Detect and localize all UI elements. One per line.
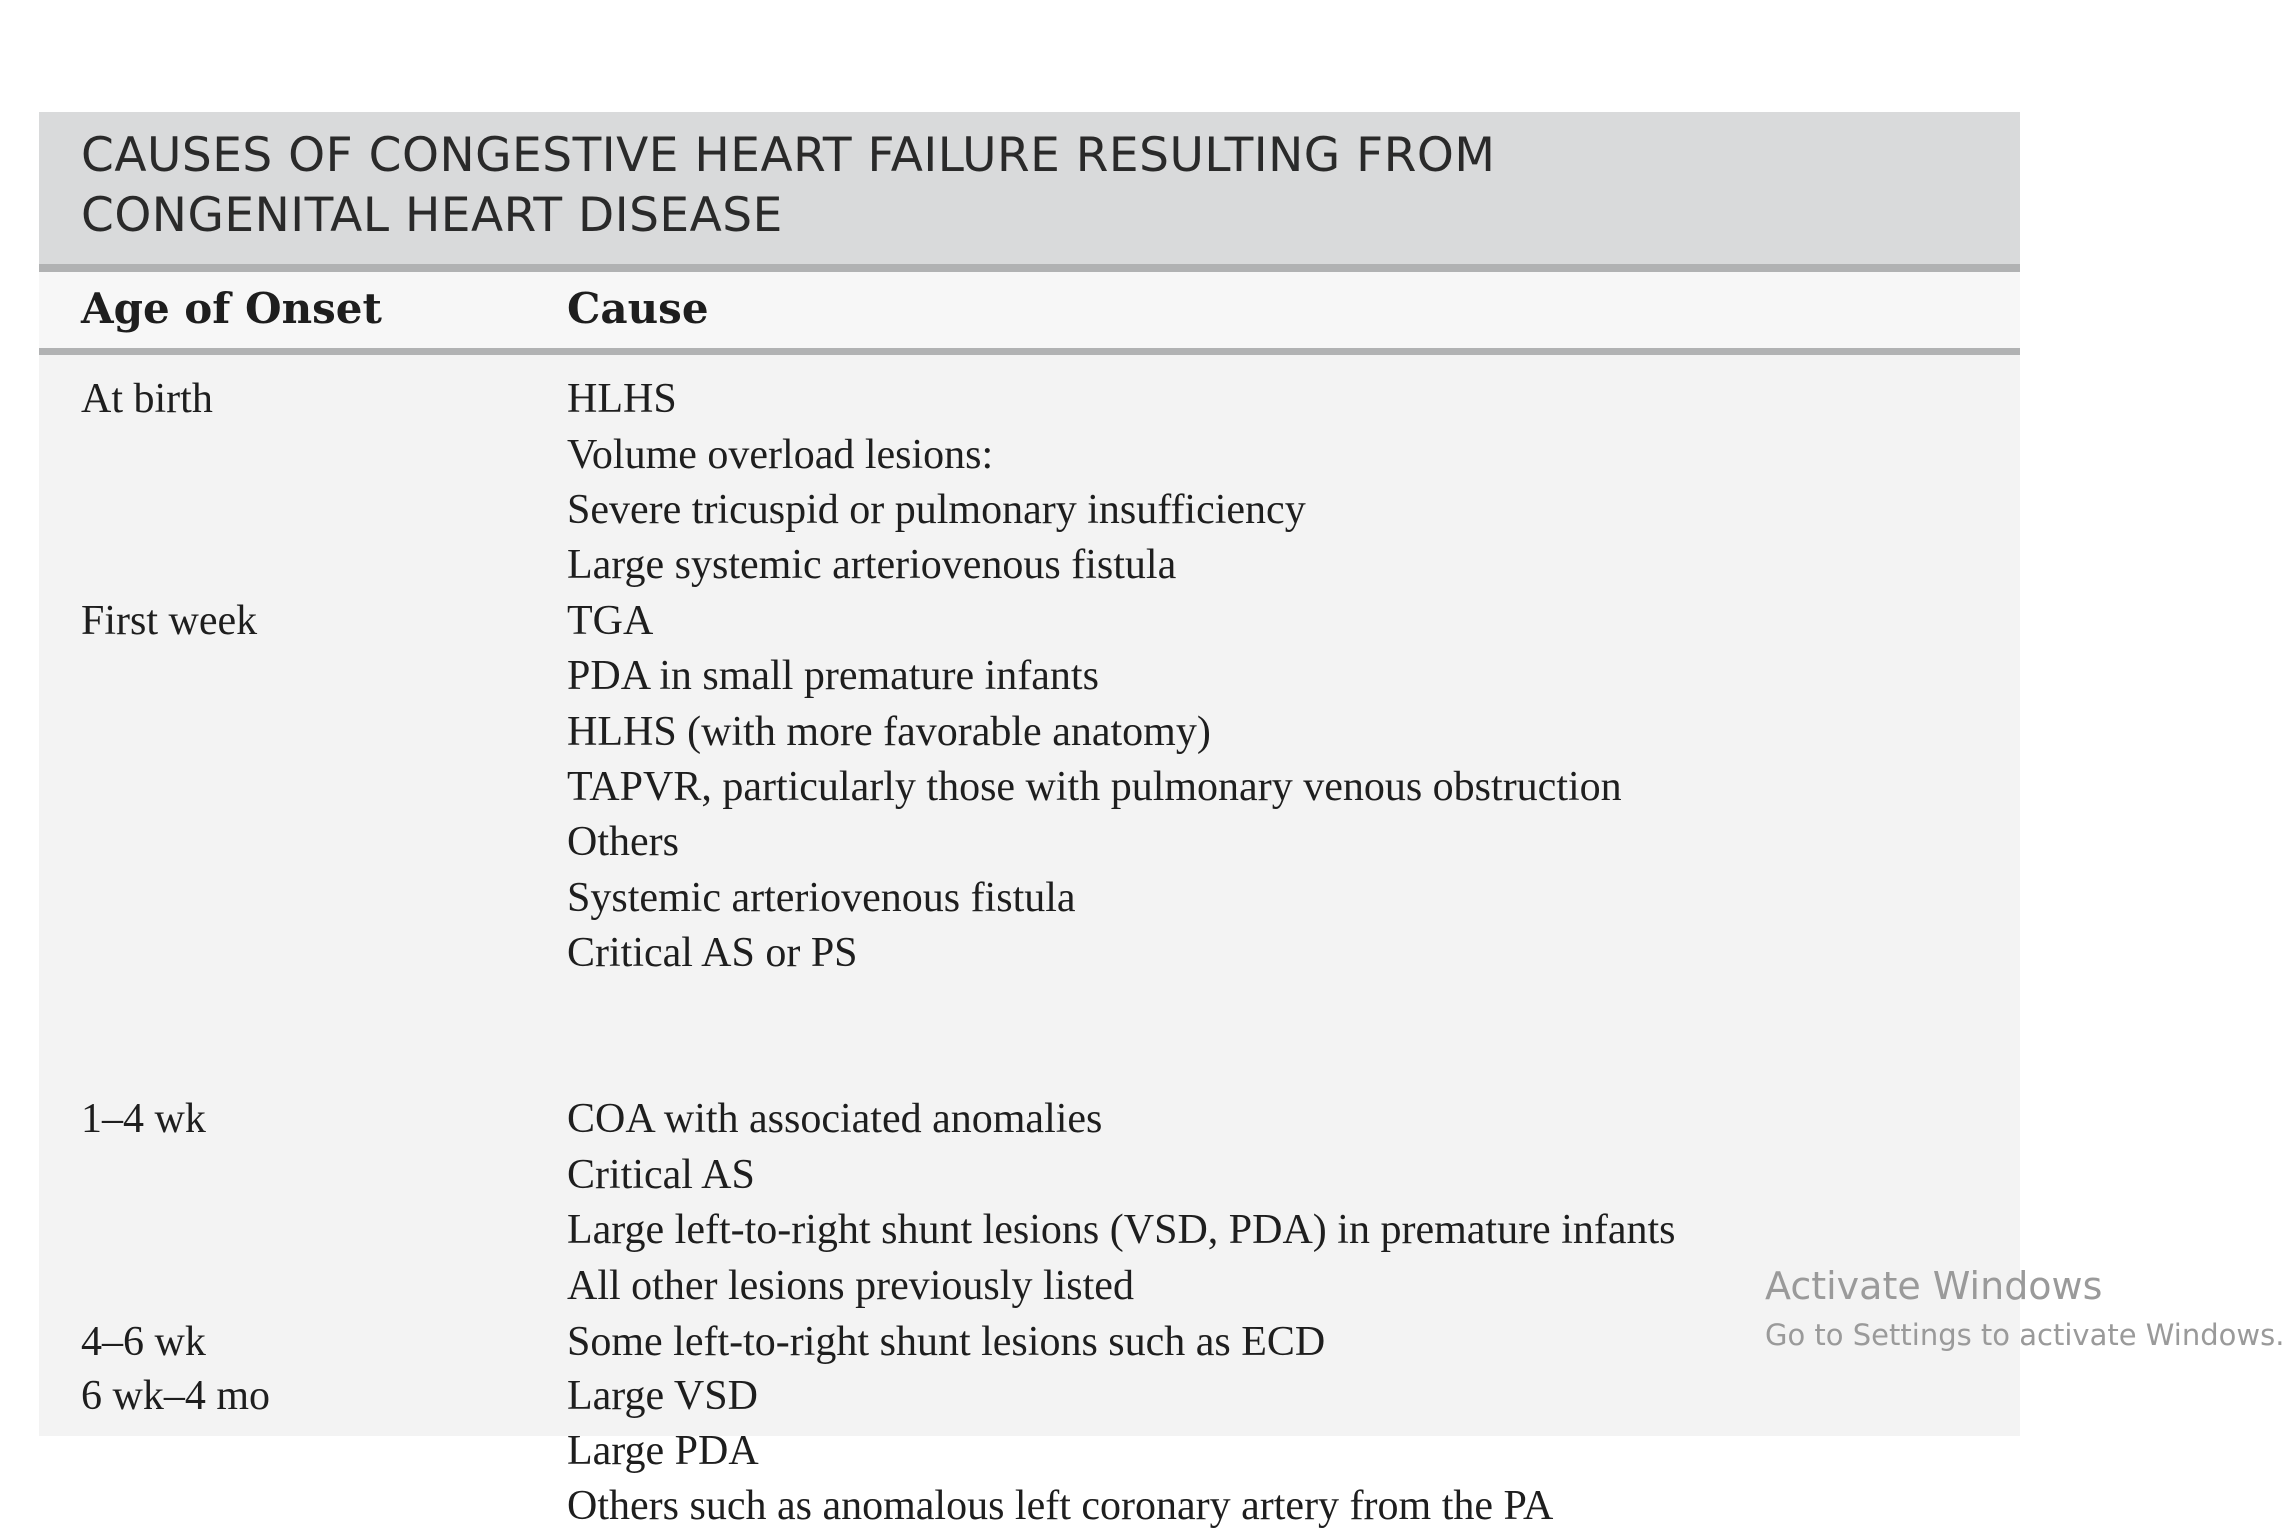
cause-line: Large PDA bbox=[567, 1428, 759, 1474]
cause-line: Large VSD bbox=[567, 1373, 758, 1419]
age-cell-1-4-wk: 1–4 wk bbox=[81, 1096, 206, 1142]
cause-line: HLHS bbox=[567, 376, 677, 422]
table-title-line-2: CONGENITAL HEART DISEASE bbox=[81, 188, 783, 243]
age-cell-4-6-wk: 4–6 wk bbox=[81, 1319, 206, 1365]
cause-line: Critical AS bbox=[567, 1152, 755, 1198]
cause-line: TAPVR, particularly those with pulmonary venous obstruction bbox=[567, 764, 1622, 810]
cause-line: Severe tricuspid or pulmonary insufficiency bbox=[567, 487, 1306, 533]
cause-line: COA with associated anomalies bbox=[567, 1096, 1103, 1142]
cause-line: Critical AS or PS bbox=[567, 930, 858, 976]
cause-line: PDA in small premature infants bbox=[567, 653, 1099, 699]
cause-line: TGA bbox=[567, 598, 654, 644]
table-title-line-1: CAUSES OF CONGESTIVE HEART FAILURE RESULTING FROM bbox=[81, 128, 1496, 183]
cause-line: Some left-to-right shunt lesions such as ECD bbox=[567, 1319, 1326, 1365]
cause-line: All other lesions previously listed bbox=[567, 1263, 1134, 1309]
column-header-age-of-onset: Age of Onset bbox=[81, 284, 382, 333]
cause-line: HLHS (with more favorable anatomy) bbox=[567, 709, 1211, 755]
activate-windows-watermark-subtitle: Go to Settings to activate Windows. bbox=[1765, 1318, 2284, 1352]
activate-windows-watermark-title: Activate Windows bbox=[1765, 1264, 2103, 1308]
age-cell-first-week: First week bbox=[81, 598, 258, 644]
cause-line: Large systemic arteriovenous fistula bbox=[567, 542, 1177, 588]
title-divider bbox=[39, 264, 2020, 272]
table-title-band bbox=[39, 112, 2020, 264]
cause-line: Others such as anomalous left coronary artery from the PA bbox=[567, 1483, 1554, 1529]
cause-line: Others bbox=[567, 819, 679, 865]
cause-line: Volume overload lesions: bbox=[567, 432, 994, 478]
column-header-cause: Cause bbox=[567, 284, 709, 333]
header-divider bbox=[39, 348, 2020, 355]
age-cell-at-birth: At birth bbox=[81, 376, 213, 422]
age-cell-6wk-4mo: 6 wk–4 mo bbox=[81, 1373, 270, 1419]
cause-line: Large left-to-right shunt lesions (VSD, PDA) in premature infants bbox=[567, 1207, 1676, 1253]
cause-line: Systemic arteriovenous fistula bbox=[567, 875, 1076, 921]
